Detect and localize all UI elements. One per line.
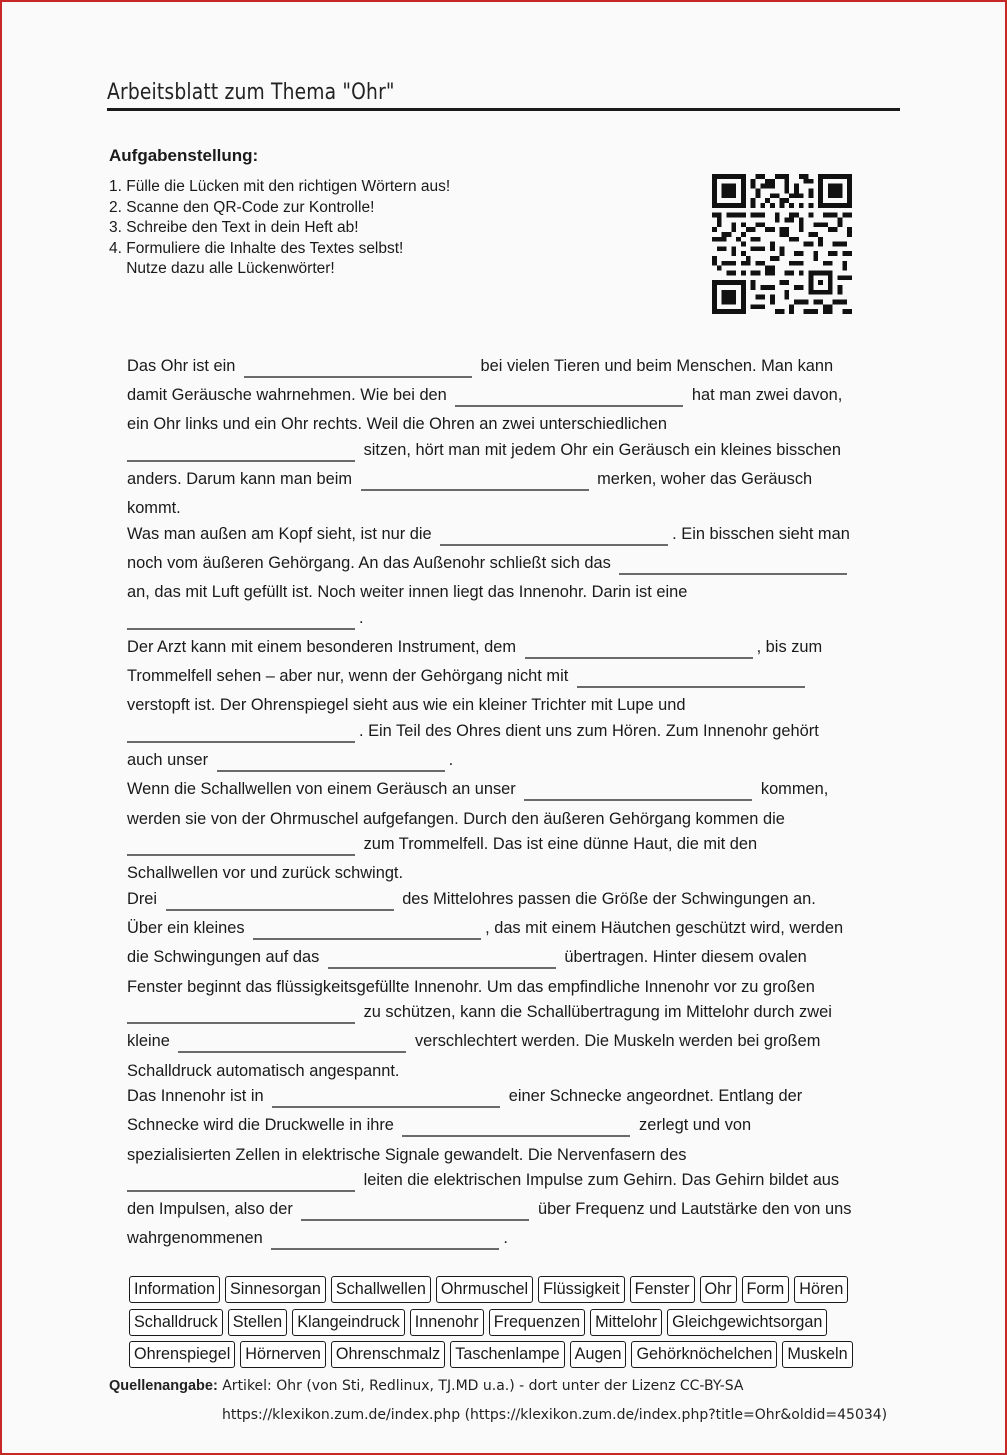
blank-field[interactable] <box>127 834 355 856</box>
text-segment: Über ein kleines <box>127 919 245 938</box>
text-segment: werden sie von der Ohrmuschel aufgefangen. Durch den äußeren Gehörgang kommen die <box>127 809 785 828</box>
blank-field[interactable] <box>328 947 556 969</box>
text-segment: die Schwingungen auf das <box>127 948 320 967</box>
text-segment: Fenster beginnt das flüssigkeitsgefüllte Innenohr. Um das empfindliche Innenohr vor zu großen <box>127 977 815 996</box>
text-segment: Trommelfell sehen – aber nur, wenn der Gehörgang nicht mit <box>127 667 569 686</box>
text-segment: Das Innenohr ist in <box>127 1087 264 1106</box>
text-segment: , das mit einem Häutchen geschützt wird, werden <box>485 919 844 938</box>
text-segment: hat man zwei davon, <box>691 386 843 405</box>
task-item: 2. Scanne den QR-Code zur Kontrolle! <box>109 198 375 216</box>
text-segment: merken, woher das Geräusch <box>597 470 813 489</box>
text-segment: Schalldruck automatisch angespannt. <box>127 1061 400 1080</box>
text-segment: kleine <box>127 1032 170 1051</box>
word-bank <box>129 1276 889 1374</box>
blank-field[interactable] <box>301 1199 529 1221</box>
word-chip[interactable]: Hören <box>794 1276 848 1303</box>
page-title: Arbeitsblatt zum Thema "Ohr" <box>107 80 395 105</box>
text-segment: kommt. <box>127 499 181 518</box>
blank-field[interactable] <box>166 889 394 911</box>
blank-field[interactable] <box>127 721 355 743</box>
text-segment: über Frequenz und Lautstärke den von uns <box>537 1200 852 1219</box>
word-chip[interactable]: Form <box>742 1276 790 1303</box>
word-chip[interactable]: Taschenlampe <box>450 1341 564 1368</box>
text-segment: kommen, <box>760 780 829 799</box>
blank-field[interactable] <box>127 1170 355 1192</box>
text-segment: den Impulsen, also der <box>127 1200 293 1219</box>
text-segment: , bis zum <box>756 638 823 657</box>
word-chip[interactable]: Gehörknöchelchen <box>631 1341 777 1368</box>
title-divider <box>107 108 900 111</box>
word-chip[interactable]: Stellen <box>228 1309 288 1336</box>
word-chip[interactable]: Frequenzen <box>489 1309 585 1336</box>
word-bank-row <box>129 1341 889 1368</box>
blank-field[interactable] <box>253 918 481 940</box>
word-chip[interactable]: Sinnesorgan <box>225 1276 326 1303</box>
word-chip[interactable]: Schalldruck <box>129 1309 223 1336</box>
blank-field[interactable] <box>178 1031 406 1053</box>
word-chip[interactable]: Klangeindruck <box>292 1309 405 1336</box>
text-segment: zerlegt und von <box>639 1116 752 1135</box>
source-label: Quellenangabe: <box>109 1378 218 1394</box>
text-segment: ein Ohr links und ein Ohr rechts. Weil die Ohren an zwei unterschiedlichen <box>127 415 667 434</box>
task-list <box>109 177 450 280</box>
word-chip[interactable]: Mittelohr <box>590 1309 662 1336</box>
blank-field[interactable] <box>244 356 472 378</box>
word-chip[interactable]: Gleichgewichtsorgan <box>667 1309 827 1336</box>
blank-field[interactable] <box>525 637 753 659</box>
blank-field[interactable] <box>361 469 589 491</box>
text-segment: zum Trommelfell. Das ist eine dünne Haut, die mit den <box>363 835 758 854</box>
word-chip[interactable]: Hörnerven <box>240 1341 326 1368</box>
text-segment: einer Schnecke angeordnet. Entlang der <box>508 1087 803 1106</box>
word-bank-row <box>129 1309 889 1336</box>
word-bank-row <box>129 1276 889 1303</box>
text-segment: Was man außen am Kopf sieht, ist nur die <box>127 524 432 543</box>
text-segment: leiten die elektrischen Impulse zum Gehirn. Das Gehirn bildet aus <box>363 1171 840 1190</box>
text-segment: auch unser <box>127 751 209 770</box>
blank-field[interactable] <box>127 1002 355 1024</box>
text-segment: Schnecke wird die Druckwelle in ihre <box>127 1116 394 1135</box>
blank-field[interactable] <box>440 524 668 546</box>
word-chip[interactable]: Flüssigkeit <box>538 1276 624 1303</box>
text-segment: sitzen, hört man mit jedem Ohr ein Geräusch ein kleines bisschen <box>363 440 841 459</box>
task-heading: Aufgabenstellung: <box>109 146 259 165</box>
text-segment: Der Arzt kann mit einem besonderen Instrument, dem <box>127 638 517 657</box>
text-segment: . <box>448 751 454 770</box>
word-chip[interactable]: Ohrmuschel <box>436 1276 533 1303</box>
word-chip[interactable]: Innenohr <box>410 1309 484 1336</box>
blank-field[interactable] <box>217 750 445 772</box>
cloze-text <box>127 352 887 1254</box>
blank-field[interactable] <box>619 553 847 575</box>
task-item: Nutze dazu alle Lückenwörter! <box>109 260 335 278</box>
blank-field[interactable] <box>272 1086 500 1108</box>
task-item: 1. Fülle die Lücken mit den richtigen Wörtern aus! <box>109 178 451 195</box>
text-segment: Drei <box>127 890 158 908</box>
text-segment: des Mittelohres passen die Größe der Schwingungen an. <box>402 890 816 908</box>
word-chip[interactable]: Information <box>129 1276 220 1303</box>
text-segment: bei vielen Tieren und beim Menschen. Man kann <box>480 357 834 375</box>
task-item: 3. Schreibe den Text in dein Heft ab! <box>109 219 359 237</box>
source-citation <box>109 1378 743 1394</box>
word-chip[interactable]: Ohr <box>700 1276 737 1303</box>
blank-field[interactable] <box>402 1115 630 1137</box>
task-item: 4. Formuliere die Inhalte des Textes selbst! <box>109 239 404 257</box>
word-chip[interactable]: Muskeln <box>782 1341 852 1368</box>
qr-code-icon[interactable] <box>712 174 852 314</box>
blank-field[interactable] <box>455 385 683 407</box>
blank-field[interactable] <box>577 666 805 688</box>
blank-field[interactable] <box>127 440 355 462</box>
text-segment: spezialisierten Zellen in elektrische Signale gewandelt. Die Nervenfasern des <box>127 1145 687 1164</box>
word-chip[interactable]: Fenster <box>630 1276 695 1303</box>
text-segment: Schallwellen vor und zurück schwingt. <box>127 864 404 883</box>
text-segment: damit Geräusche wahrnehmen. Wie bei den <box>127 386 447 405</box>
word-chip[interactable]: Ohrenschmalz <box>331 1341 445 1368</box>
text-segment: verschlechtert werden. Die Muskeln werden bei großem <box>414 1032 821 1051</box>
word-chip[interactable]: Ohrenspiegel <box>129 1341 235 1368</box>
source-text: Artikel: Ohr (von Sti, Redlinux, TJ.MD u.a.) - dort unter der Lizenz CC-BY-SA <box>217 1378 744 1394</box>
text-segment: . Ein Teil des Ohres dient uns zum Hören. Zum Innenohr gehört <box>359 722 819 741</box>
text-segment: . Ein bisschen sieht man <box>672 524 850 543</box>
blank-field[interactable] <box>524 779 752 801</box>
source-url[interactable]: https://klexikon.zum.de/index.php (https://klexikon.zum.de/index.php?title=Ohr&oldid=45034) <box>222 1407 888 1423</box>
text-segment: zu schützen, kann die Schallübertragung im Mittelohr durch zwei <box>363 1003 832 1022</box>
text-segment: . <box>503 1229 508 1248</box>
text-segment: Wenn die Schallwellen von einem Geräusch an unser <box>127 780 516 799</box>
text-segment: an, das mit Luft gefüllt ist. Noch weiter innen liegt das Innenohr. Darin ist eine <box>127 583 688 602</box>
blank-field[interactable] <box>271 1228 499 1250</box>
blank-field[interactable] <box>127 608 355 630</box>
text-segment: Das Ohr ist ein <box>127 357 236 375</box>
text-segment: übertragen. Hinter diesem ovalen <box>564 948 807 967</box>
text-segment: . <box>359 608 364 627</box>
word-chip[interactable]: Augen <box>570 1341 627 1368</box>
word-chip[interactable]: Schallwellen <box>331 1276 431 1303</box>
text-segment: anders. Darum kann man beim <box>127 470 353 489</box>
text-segment: noch vom äußeren Gehörgang. An das Außenohr schließt sich das <box>127 554 611 573</box>
text-segment: wahrgenommenen <box>127 1229 263 1248</box>
text-segment: verstopft ist. Der Ohrenspiegel sieht aus wie ein kleiner Trichter mit Lupe und <box>127 696 686 715</box>
